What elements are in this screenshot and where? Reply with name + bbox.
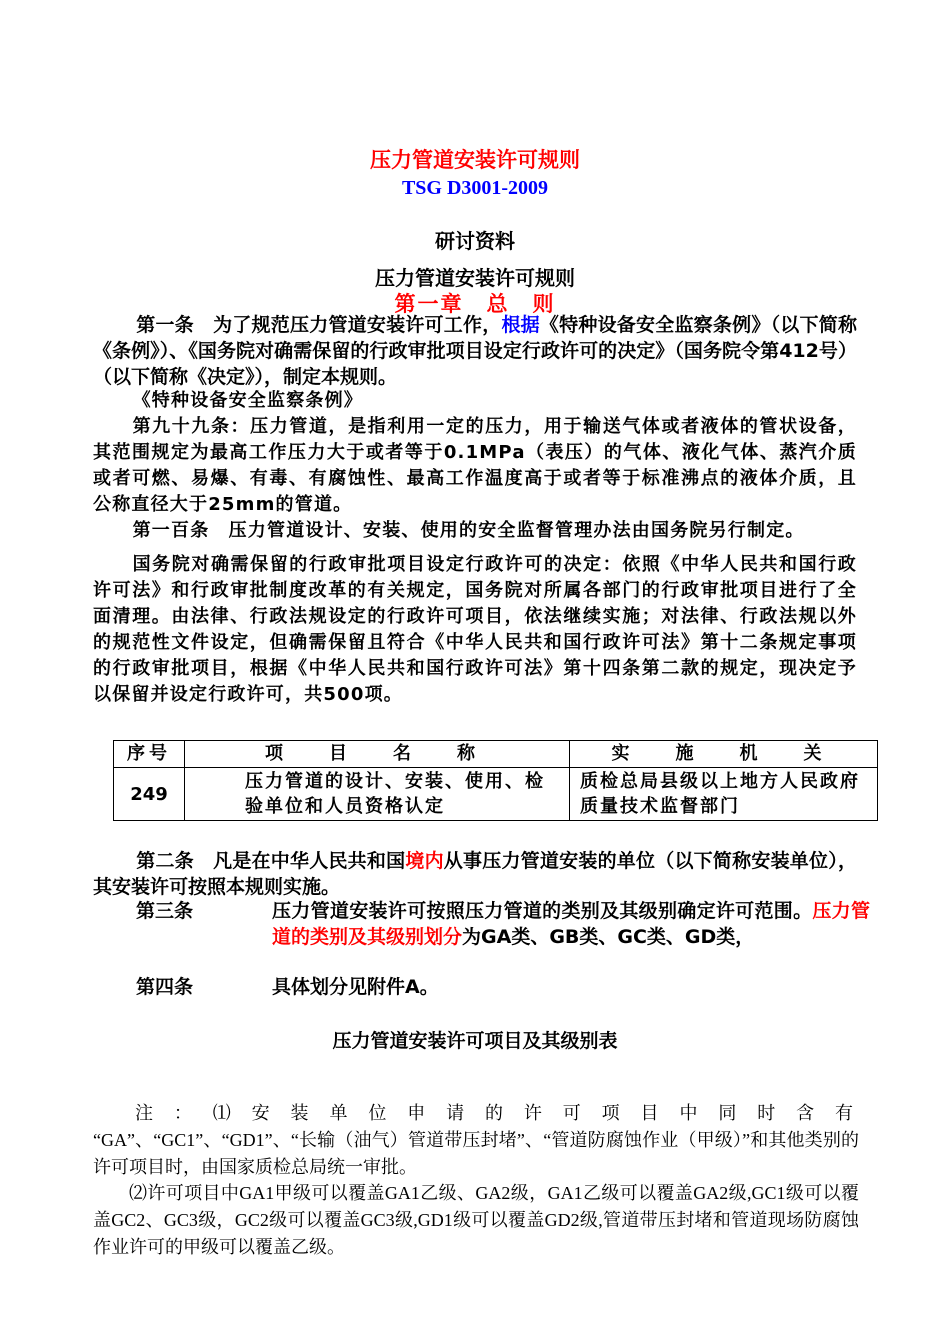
quote-decision: 国务院对确需保留的行政审批项目设定行政许可的决定：依照《中华人民共和国行政许可法》和行政审批制度改革的有关规定，国务院对所属各部门的行政审批项目进行了全面清理。由法律、行政法规设定的行政许可项目，依法继续实施；对法律、行政法规以外的规范性文件设定，但确需保留且符合《中华人民共和国行政许可法》第十二条规定事项的行政审批项目，根据《中华人民共和国行政许可法》第十四条第二款的规定，现决定予以保留并设定行政许可，共500项。 <box>93 554 857 705</box>
document-title-repeat: 压力管道安装许可规则 <box>375 266 575 290</box>
quote-block <box>93 388 857 708</box>
approval-items-table <box>113 740 878 821</box>
note-1 <box>93 1100 859 1181</box>
article-2: 第二条 凡是在中华人民共和国境内从事压力管道安装的单位（以下简称安装单位），其安装许可按照本规则实施。 <box>93 850 857 898</box>
row-agency: 质检总局县级以上地方人民政府质量技术监督部门 <box>570 768 878 821</box>
note-2 <box>93 1180 859 1261</box>
note-1-body: “GA”、“GC1”、“GD1”、“长输（油气）管道带压封堵”、“管道防腐蚀作业（甲级）”和其他类别的许可项目时，由国家质检总局统一审批。 <box>93 1130 859 1177</box>
article-1-label: 第一条 <box>136 314 194 336</box>
quote-article-100: 第一百条 压力管道设计、安装、使用的安全监督管理办法由国务院另行制定。 <box>132 520 805 541</box>
article-4-label: 第四条 <box>136 976 194 998</box>
header-number: 序号 <box>114 741 185 768</box>
document-subtitle: 研讨资料 <box>435 229 515 253</box>
article-3-label: 第三条 <box>136 900 194 922</box>
quote-article-99: 第九十九条：压力管道，是指利用一定的压力，用于输送气体或者液体的管状设备，其范围规定为最高工作压力大于或者等于0.1MPa（表压）的气体、液化气体、蒸汽介质或者可燃、易爆、有毒、有腐蚀性、最高工作温度高于或者等于标准沸点的液体介质，且公称直径大于25mm的管道。 <box>93 416 857 515</box>
note-1-first-line: 注：⑴安装单位申请的许可项目中同时含有 <box>135 1103 859 1123</box>
row-number: 249 <box>114 768 185 821</box>
chapter-heading: 第一章 总 则 <box>394 292 556 316</box>
article-2-label: 第二条 <box>136 850 194 872</box>
header-agency: 实 施 机 关 <box>570 741 878 768</box>
header-item-name: 项 目 名 称 <box>185 741 570 768</box>
table-row <box>114 768 878 821</box>
row-item-name: 压力管道的设计、安装、使用、检验单位和人员资格认定 <box>185 768 570 821</box>
article-4-text: 具体划分见附件A。 <box>272 976 439 998</box>
highlight-territory: 境内 <box>405 850 444 872</box>
quote-heading: 《特种设备安全监察条例》 <box>132 390 363 411</box>
document-code: TSG D3001-2009 <box>401 177 549 199</box>
table-header-row <box>114 741 878 768</box>
note-2-body: ⑵许可项目中GA1甲级可以覆盖GA1乙级、GA2级，GA1乙级可以覆盖GA2级,GC1级可以覆盖GC2、GC3级，GC2级可以覆盖GC3级,GD1级可以覆盖GD2级,管道带压封堵和管道现场防腐蚀作业许可的甲级可以覆盖乙级。 <box>93 1183 859 1257</box>
article-1: 第一条 为了规范压力管道安装许可工作，根据《特种设备安全监察条例》（以下简称《条例》）、《国务院对确需保留的行政审批项目设定行政许可的决定》（国务院令第412号）（以下简称《决定》），制定本规则。 <box>93 314 857 388</box>
highlight-classification: 压力管道的类别及其级别划分 <box>272 900 870 948</box>
highlight-basis: 根据 <box>501 314 540 336</box>
table-caption: 压力管道安装许可项目及其级别表 <box>332 1030 618 1052</box>
article-3: 压力管道安装许可按照压力管道的类别及其级别确定许可范围。压力管道的类别及其级别划分为GA类、GB类、GC类、GD类， <box>272 900 870 948</box>
document-title: 压力管道安装许可规则 <box>370 148 580 172</box>
